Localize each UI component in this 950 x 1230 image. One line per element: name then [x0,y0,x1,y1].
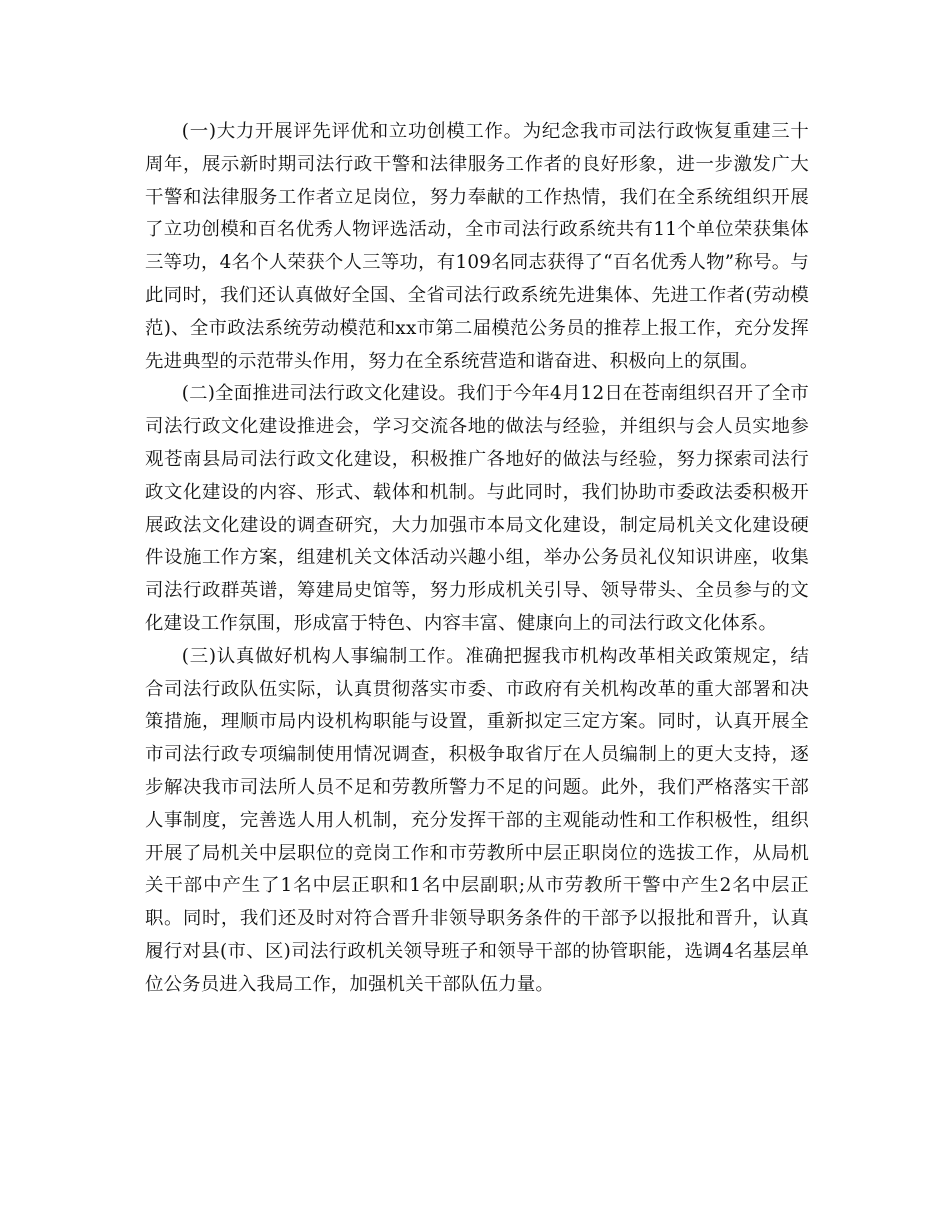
document-body [145,116,809,1002]
paragraph-awards: (一)大力开展评先评优和立功创模工作。为纪念我市司法行政恢复重建三十周年，展示新时期司法行政干警和法律服务工作者的良好形象，进一步激发广大干警和法律服务工作者立足岗位，努力奉献的工作热情，我们在全系统组织开展了立功创模和百名优秀人物评选活动，全市司法行政系统共有11个单位荣获集体三等功，4名个人荣获个人三等功，有109名同志获得了“百名优秀人物”称号。与此同时，我们还认真做好全国、全省司法行政系统先进集体、先进工作者(劳动模范)、全市政法系统劳动模范和xx市第二届模范公务员的推荐上报工作，充分发挥先进典型的示范带头作用，努力在全系统营造和谐奋进、积极向上的氛围。 [145,121,809,372]
paragraph-personnel: (三)认真做好机构人事编制工作。准确把握我市机构改革相关政策规定，结合司法行政队伍实际，认真贯彻落实市委、市政府有关机构改革的重大部署和决策措施，理顺市局内设机构职能与设置，重新拟定三定方案。同时，认真开展全市司法行政专项编制使用情况调查，积极争取省厅在人员编制上的更大支持，逐步解决我市司法所人员不足和劳教所警力不足的问题。此外，我们严格落实干部人事制度，完善选人用人机制，充分发挥干部的主观能动性和工作积极性，组织开展了局机关中层职位的竞岗工作和市劳教所中层正职岗位的选拔工作，从局机关干部中产生了1名中层正职和1名中层副职;从市劳教所干警中产生2名中层正职。同时，我们还及时对符合晋升非领导职务条件的干部予以报批和晋升，认真履行对县(市、区)司法行政机关领导班子和领导干部的协管职能，选调4名基层单位公务员进入我局工作，加强机关干部队伍力量。 [145,645,809,995]
paragraph-culture: (二)全面推进司法行政文化建设。我们于今年4月12日在苍南组织召开了全市司法行政文化建设推进会，学习交流各地的做法与经验，并组织与会人员实地参观苍南县局司法行政文化建设，积极推广各地好的做法与经验，努力探索司法行政文化建设的内容、形式、载体和机制。与此同时，我们协助市委政法委积极开展政法文化建设的调查研究，大力加强市本局文化建设，制定局机关文化建设硬件设施工作方案，组建机关文体活动兴趣小组，举办公务员礼仪知识讲座，收集司法行政群英谱，筹建局史馆等，努力形成机关引导、领导带头、全员参与的文化建设工作氛围，形成富于特色、内容丰富、健康向上的司法行政文化体系。 [145,383,809,634]
